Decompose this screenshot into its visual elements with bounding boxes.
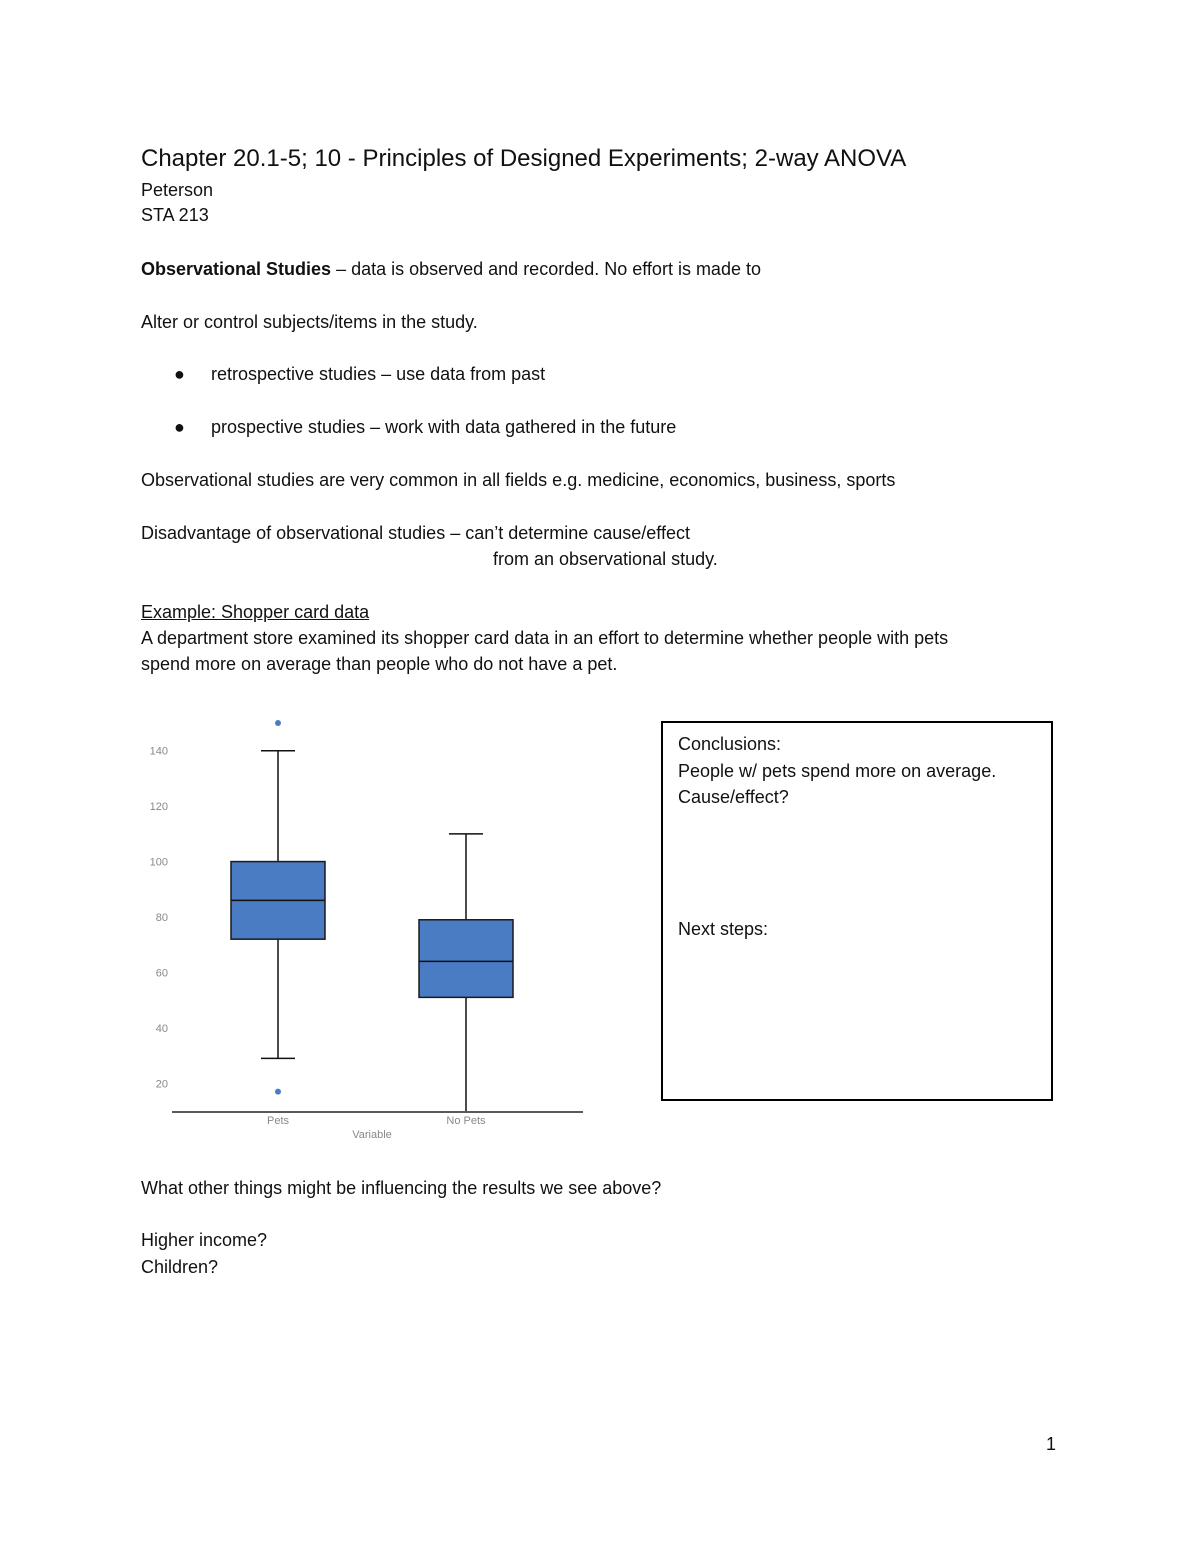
y-tick-label: 120 <box>149 801 168 814</box>
example-heading: Example: Shopper card data <box>141 602 370 622</box>
conclusions-line-2: Cause/effect? <box>678 787 789 807</box>
author-name: Peterson <box>141 180 214 200</box>
bullet-icon: ● <box>174 417 185 437</box>
page-title: Chapter 20.1-5; 10 - Principles of Designed Experiments; 2-way ANOVA <box>141 145 907 172</box>
observational-continuation: Alter or control subjects/items in the study. <box>141 312 478 332</box>
observational-common: Observational studies are very common in all fields e.g. medicine, economics, business, sports <box>141 470 896 490</box>
next-steps-label: Next steps: <box>678 919 769 939</box>
box-no-pets <box>419 920 513 998</box>
example-line-2: spend more on average than people who do not have a pet. <box>141 654 618 674</box>
bullet-item-prospective: prospective studies – work with data gathered in the future <box>211 417 677 437</box>
y-tick-label: 80 <box>155 912 168 924</box>
outlier-point <box>275 720 281 726</box>
observational-definition <box>141 258 761 280</box>
followup-question: What other things might be influencing the results we see above? <box>141 1178 662 1198</box>
y-tick-label: 40 <box>155 1022 168 1035</box>
x-axis-label: Variable <box>352 1129 392 1141</box>
y-tick-label: 100 <box>149 856 168 869</box>
disadvantage-line-2: from an observational study. <box>493 549 718 569</box>
y-tick-label: 20 <box>155 1078 168 1091</box>
conclusions-box <box>661 721 1053 1101</box>
disadvantage-line-1: Disadvantage of observational studies – can’t determine cause/effect <box>141 523 690 543</box>
y-tick-label: 140 <box>149 745 168 758</box>
followup-answer-1: Higher income? <box>141 1230 268 1250</box>
conclusions-label: Conclusions: <box>678 734 782 754</box>
outlier-point <box>275 1089 281 1095</box>
bullet-icon: ● <box>174 364 185 384</box>
followup-answer-2: Children? <box>141 1257 219 1277</box>
boxplot-chart <box>130 700 600 1150</box>
course-code: STA 213 <box>141 205 209 225</box>
observational-definition-text: – data is observed and recorded. No effort is made to <box>331 259 761 279</box>
bullet-item-retrospective: retrospective studies – use data from past <box>211 364 546 384</box>
page-number: 1 <box>1046 1434 1057 1454</box>
y-tick-label: 60 <box>155 967 168 980</box>
x-category-label: Pets <box>266 1115 290 1127</box>
example-line-1: A department store examined its shopper card data in an effort to determine whether people with pets <box>141 628 949 648</box>
conclusions-line-1: People w/ pets spend more on average. <box>678 761 997 781</box>
observational-term: Observational Studies <box>141 259 332 279</box>
x-category-label: No Pets <box>446 1115 486 1127</box>
